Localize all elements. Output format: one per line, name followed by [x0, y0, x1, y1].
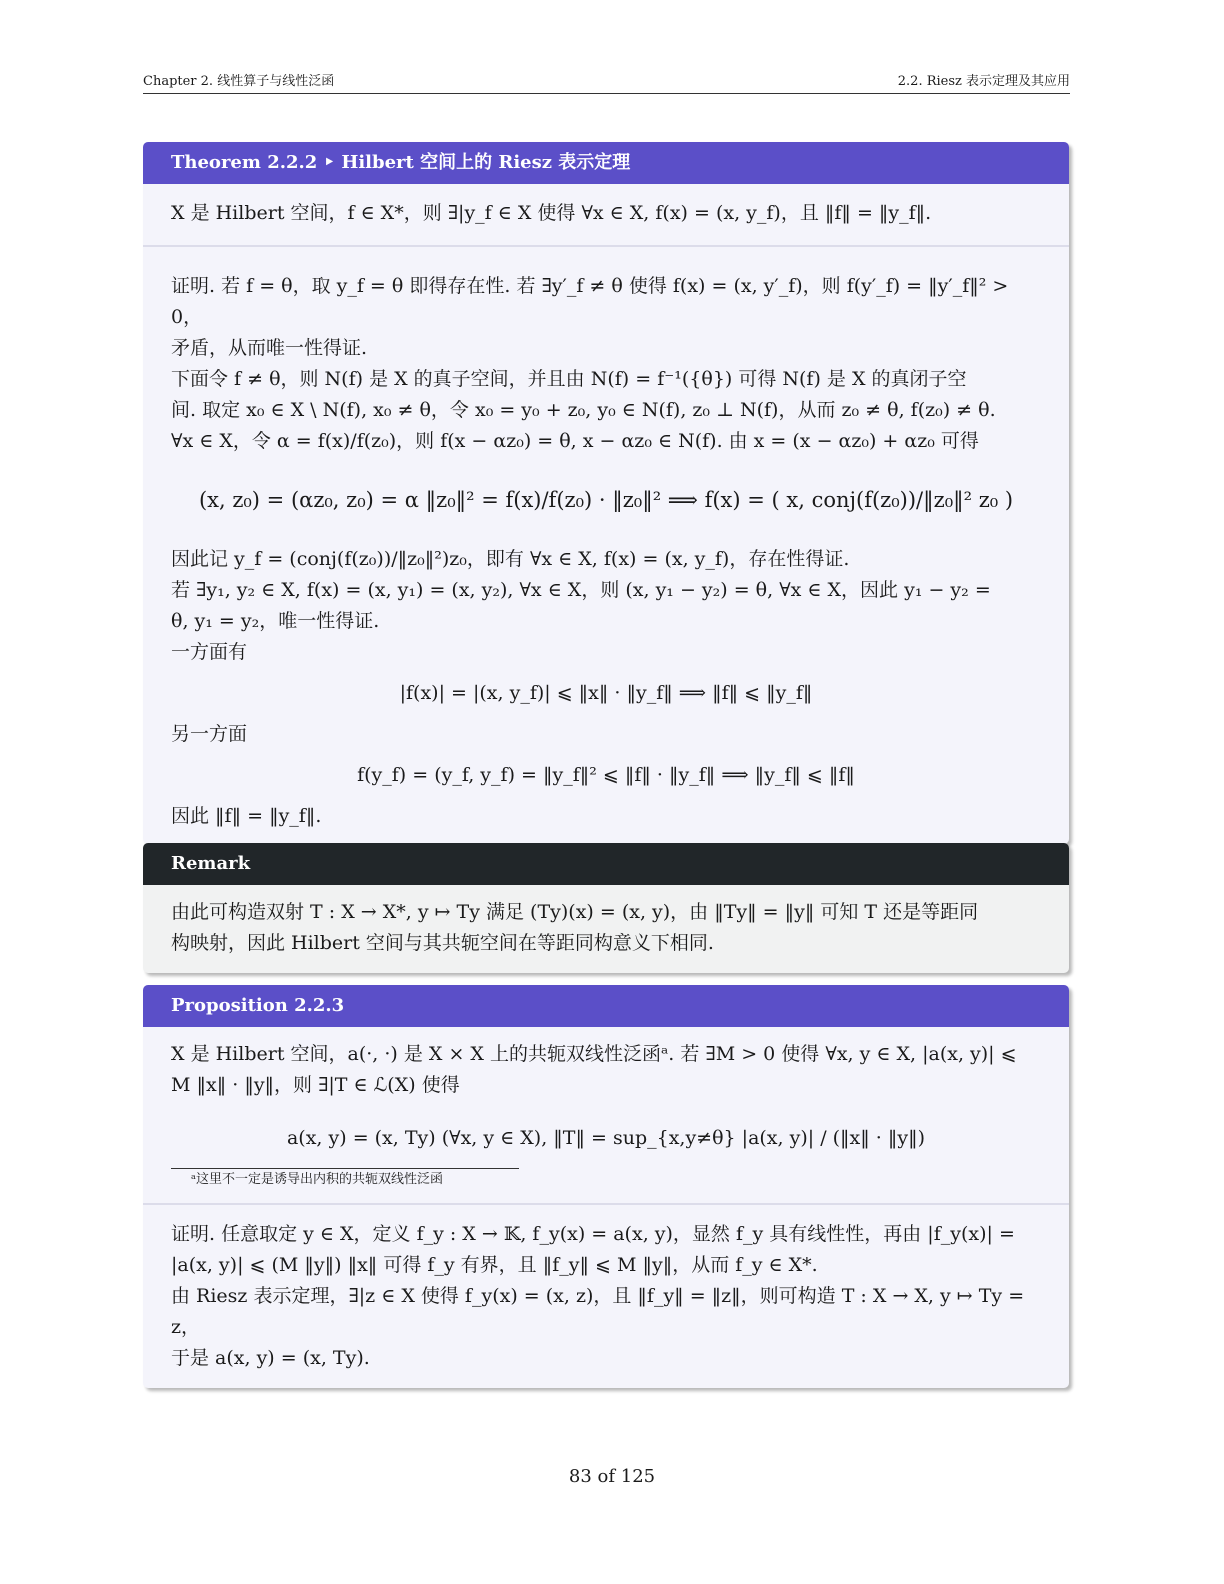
proof-line: 下面令 f ≠ θ，则 N(f) 是 X 的真子空间，并且由 N(f) = f⁻¹({θ}) 可得 N(f) 是 X 的真闭子空 [171, 368, 967, 390]
proof-line: 因此记 y_f = (conj(f(z₀))/‖z₀‖²)z₀，即有 ∀x ∈ X, f(x) = (x, y_f)，存在性得证. [171, 548, 850, 570]
proof-line: |a(x, y)| ⩽ (M ‖y‖) ‖x‖ 可得 f_y 有界，且 ‖f_y‖ ⩽ M ‖y‖，从而 f_y ∈ X*. [171, 1254, 818, 1276]
proof-line: 因此 ‖f‖ = ‖y_f‖. [171, 805, 322, 827]
section-title: 2.2. Riesz 表示定理及其应用 [897, 74, 1070, 89]
proposition-box [143, 985, 1069, 1388]
display-equation: |f(x)| = |(x, y_f)| ⩽ ‖x‖ · ‖y_f‖ ⟹ ‖f‖ ⩽ ‖y_f‖ [399, 682, 813, 704]
chapter-title: Chapter 2. 线性算子与线性泛函 [143, 74, 335, 89]
remark-line: 构映射，因此 Hilbert 空间与其共轭空间在等距同构意义下相同. [171, 932, 714, 954]
running-header [143, 74, 1070, 94]
proposition-statement [143, 1027, 1069, 1203]
proposition-title: Proposition 2.2.3 [143, 985, 1069, 1027]
remark-line: 由此可构造双射 T : X → X*, y ↦ Ty 满足 (Ty)(x) = (x, y)，由 ‖Ty‖ = ‖y‖ 可知 T 还是等距同 [171, 901, 979, 923]
theorem-statement [143, 184, 1069, 245]
remark-body [143, 885, 1069, 973]
statement-line: M ‖x‖ · ‖y‖，则 ∃|T ∈ ℒ(X) 使得 [171, 1074, 460, 1096]
remark-title: Remark [143, 843, 1069, 885]
proof-line: 若 ∃y₁, y₂ ∈ X, f(x) = (x, y₁) = (x, y₂), ∀x ∈ X，则 (x, y₁ − y₂) = θ, ∀x ∈ X，因此 y₁ − y₂ = [171, 579, 991, 601]
theorem-box [143, 142, 1069, 844]
proof-line: 证明. 任意取定 y ∈ X，定义 f_y : X → 𝕂, f_y(x) = a(x, y)，显然 f_y 具有线性性，再由 |f_y(x)| = [171, 1223, 1015, 1245]
statement-line: X 是 Hilbert 空间，a(·, ·) 是 X × X 上的共轭双线性泛函ᵃ. 若 ∃M > 0 使得 ∀x, y ∈ X, |a(x, y)| ⩽ [171, 1043, 1017, 1065]
display-equation: (x, z₀) = (αz₀, z₀) = α ‖z₀‖² = f(x)/f(z₀) · ‖z₀‖² ⟹ f(x) = ( x, conj(f(z₀))/‖z₀‖² z₀ ) [198, 488, 1014, 512]
proof-line: 证明. 若 f = θ，取 y_f = θ 即得存在性. 若 ∃y′_f ≠ θ 使得 f(x) = (x, y′_f)，则 f(y′_f) = ‖y′_f‖² > 0， [171, 275, 1009, 328]
footnote: ᵃ这里不一定是诱导出内积的共轭双线性泛函 [191, 1172, 444, 1187]
proposition-proof [143, 1205, 1069, 1388]
proof-line: θ, y₁ = y₂，唯一性得证. [171, 610, 380, 632]
theorem-proof [143, 247, 1069, 844]
proof-line: 矛盾，从而唯一性得证. [171, 337, 368, 359]
proof-line: 于是 a(x, y) = (x, Ty). [171, 1347, 370, 1369]
theorem-statement-text: X 是 Hilbert 空间，f ∈ X*，则 ∃|y_f ∈ X 使得 ∀x ∈ X, f(x) = (x, y_f)，且 ‖f‖ = ‖y_f‖. [171, 202, 932, 224]
display-equation: a(x, y) = (x, Ty) (∀x, y ∈ X), ‖T‖ = sup_{x,y≠θ} |a(x, y)| / (‖x‖ · ‖y‖) [286, 1127, 926, 1149]
proof-line: 另一方面 [171, 723, 248, 745]
proof-line: ∀x ∈ X，令 α = f(x)/f(z₀)，则 f(x − αz₀) = θ, x − αz₀ ∈ N(f). 由 x = (x − αz₀) + αz₀ 可得 [171, 430, 979, 452]
page-number: 83 of 125 [568, 1466, 656, 1487]
proof-line: 间. 取定 x₀ ∈ X \ N(f), x₀ ≠ θ，令 x₀ = y₀ + z₀, y₀ ∈ N(f), z₀ ⊥ N(f)，从而 z₀ ≠ θ, f(z₀) ≠ θ. [171, 399, 996, 421]
remark-box [143, 843, 1069, 973]
proof-line: 一方面有 [171, 641, 248, 663]
theorem-title: Theorem 2.2.2 ‣ Hilbert 空间上的 Riesz 表示定理 [143, 142, 1069, 184]
display-equation: f(y_f) = (y_f, y_f) = ‖y_f‖² ⩽ ‖f‖ · ‖y_f‖ ⟹ ‖y_f‖ ⩽ ‖f‖ [357, 764, 855, 786]
proof-line: 由 Riesz 表示定理，∃|z ∈ X 使得 f_y(x) = (x, z)，且 ‖f_y‖ = ‖z‖，则可构造 T : X → X, y ↦ Ty = z， [171, 1285, 1025, 1338]
